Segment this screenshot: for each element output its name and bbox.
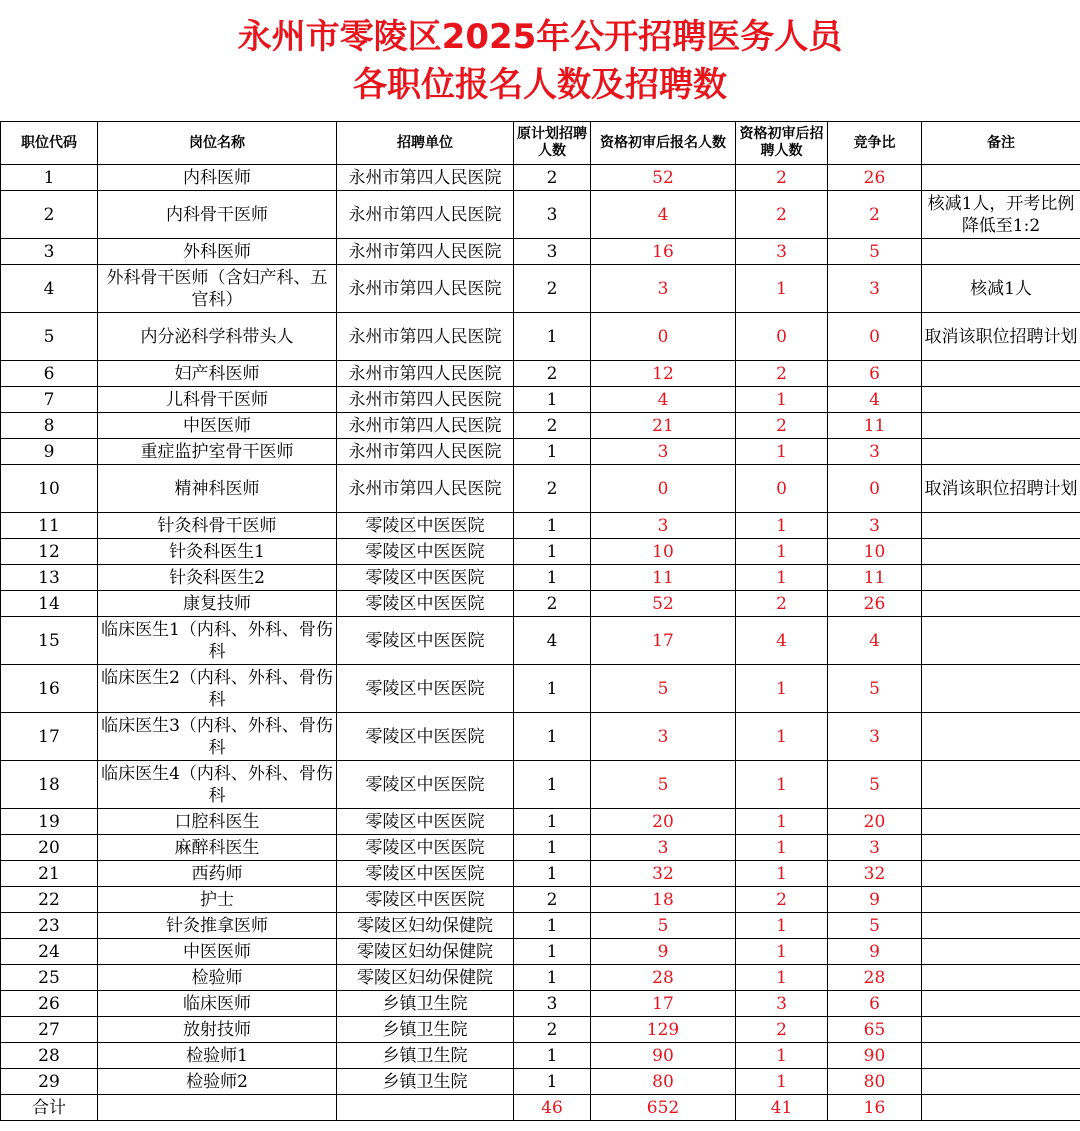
cell-remark <box>922 965 1080 991</box>
cell-plan: 1 <box>514 387 591 413</box>
cell-ratio: 26 <box>828 165 922 191</box>
cell-hires: 2 <box>736 165 828 191</box>
cell-post: 临床医生4（内科、外科、骨伤科 <box>98 761 337 809</box>
cell-ratio: 5 <box>828 239 922 265</box>
cell-remark <box>922 1069 1080 1095</box>
cell-hires: 2 <box>736 1017 828 1043</box>
cell-plan: 2 <box>514 465 591 513</box>
cell-ratio: 3 <box>828 439 922 465</box>
cell-remark <box>922 239 1080 265</box>
cell-remark <box>922 617 1080 665</box>
cell-unit: 永州市第四人民医院 <box>337 361 514 387</box>
cell-unit: 永州市第四人民医院 <box>337 265 514 313</box>
cell-ratio: 3 <box>828 835 922 861</box>
total-unit <box>337 1095 514 1121</box>
table-row <box>1 617 1080 665</box>
cell-ratio: 80 <box>828 1069 922 1095</box>
cell-post: 内科医师 <box>98 165 337 191</box>
cell-hires: 0 <box>736 313 828 361</box>
cell-post: 中医医师 <box>98 413 337 439</box>
cell-unit: 零陵区妇幼保健院 <box>337 939 514 965</box>
cell-remark: 取消该职位招聘计划 <box>922 465 1080 513</box>
cell-unit: 零陵区中医医院 <box>337 591 514 617</box>
header-row <box>1 122 1080 165</box>
cell-post: 临床医生2（内科、外科、骨伤科 <box>98 665 337 713</box>
cell-hires: 1 <box>736 265 828 313</box>
cell-unit: 永州市第四人民医院 <box>337 387 514 413</box>
cell-ratio: 32 <box>828 861 922 887</box>
cell-hires: 1 <box>736 713 828 761</box>
cell-unit: 永州市第四人民医院 <box>337 413 514 439</box>
header-code: 职位代码 <box>1 122 98 165</box>
cell-post: 临床医师 <box>98 991 337 1017</box>
cell-plan: 1 <box>514 761 591 809</box>
table-row <box>1 539 1080 565</box>
cell-plan: 1 <box>514 1069 591 1095</box>
cell-remark <box>922 835 1080 861</box>
cell-unit: 零陵区中医医院 <box>337 861 514 887</box>
cell-remark <box>922 887 1080 913</box>
cell-plan: 2 <box>514 887 591 913</box>
cell-code: 25 <box>1 965 98 991</box>
cell-hires: 2 <box>736 887 828 913</box>
cell-unit: 永州市第四人民医院 <box>337 191 514 239</box>
cell-applicants: 4 <box>591 191 736 239</box>
cell-remark <box>922 713 1080 761</box>
cell-applicants: 52 <box>591 165 736 191</box>
cell-code: 24 <box>1 939 98 965</box>
cell-plan: 1 <box>514 513 591 539</box>
cell-ratio: 90 <box>828 1043 922 1069</box>
cell-hires: 4 <box>736 617 828 665</box>
cell-plan: 1 <box>514 539 591 565</box>
cell-unit: 零陵区妇幼保健院 <box>337 913 514 939</box>
cell-applicants: 5 <box>591 761 736 809</box>
cell-remark <box>922 413 1080 439</box>
header-applicants: 资格初审后报名人数 <box>591 122 736 165</box>
table-row <box>1 1043 1080 1069</box>
table-row <box>1 1069 1080 1095</box>
cell-remark: 取消该职位招聘计划 <box>922 313 1080 361</box>
table-row <box>1 887 1080 913</box>
table-row <box>1 513 1080 539</box>
cell-post: 康复技师 <box>98 591 337 617</box>
cell-plan: 2 <box>514 591 591 617</box>
cell-applicants: 9 <box>591 939 736 965</box>
cell-plan: 1 <box>514 713 591 761</box>
table-row <box>1 713 1080 761</box>
cell-post: 检验师2 <box>98 1069 337 1095</box>
header-unit: 招聘单位 <box>337 122 514 165</box>
cell-applicants: 0 <box>591 465 736 513</box>
table-row <box>1 861 1080 887</box>
cell-hires: 1 <box>736 913 828 939</box>
cell-hires: 1 <box>736 1069 828 1095</box>
cell-post: 检验师 <box>98 965 337 991</box>
cell-applicants: 3 <box>591 835 736 861</box>
table-row <box>1 239 1080 265</box>
cell-unit: 乡镇卫生院 <box>337 1043 514 1069</box>
cell-plan: 3 <box>514 191 591 239</box>
cell-unit: 零陵区中医医院 <box>337 835 514 861</box>
cell-remark <box>922 913 1080 939</box>
cell-plan: 2 <box>514 1017 591 1043</box>
cell-post: 外科医师 <box>98 239 337 265</box>
cell-unit: 零陵区中医医院 <box>337 665 514 713</box>
cell-code: 10 <box>1 465 98 513</box>
cell-unit: 乡镇卫生院 <box>337 991 514 1017</box>
header-plan: 原计划招聘人数 <box>514 122 591 165</box>
cell-ratio: 26 <box>828 591 922 617</box>
recruitment-table <box>0 121 1080 1121</box>
cell-ratio: 10 <box>828 539 922 565</box>
cell-code: 1 <box>1 165 98 191</box>
table-row <box>1 413 1080 439</box>
cell-unit: 零陵区中医医院 <box>337 713 514 761</box>
cell-plan: 2 <box>514 165 591 191</box>
cell-hires: 1 <box>736 1043 828 1069</box>
cell-applicants: 80 <box>591 1069 736 1095</box>
cell-ratio: 11 <box>828 565 922 591</box>
title-line-2: 各职位报名人数及招聘数 <box>353 64 727 105</box>
table-row <box>1 591 1080 617</box>
title-area <box>0 0 1080 121</box>
cell-applicants: 21 <box>591 413 736 439</box>
cell-remark <box>922 165 1080 191</box>
cell-applicants: 18 <box>591 887 736 913</box>
title-line-1: 永州市零陵区2025年公开招聘医务人员 <box>237 16 843 57</box>
cell-code: 9 <box>1 439 98 465</box>
cell-applicants: 3 <box>591 265 736 313</box>
cell-unit: 零陵区中医医院 <box>337 565 514 591</box>
cell-remark <box>922 591 1080 617</box>
cell-ratio: 28 <box>828 965 922 991</box>
cell-code: 6 <box>1 361 98 387</box>
total-remark <box>922 1095 1080 1121</box>
cell-unit: 永州市第四人民医院 <box>337 465 514 513</box>
cell-post: 重症监护室骨干医师 <box>98 439 337 465</box>
cell-remark <box>922 991 1080 1017</box>
cell-hires: 2 <box>736 361 828 387</box>
cell-post: 放射技师 <box>98 1017 337 1043</box>
cell-remark <box>922 1017 1080 1043</box>
cell-hires: 1 <box>736 665 828 713</box>
table-row <box>1 191 1080 239</box>
cell-ratio: 9 <box>828 939 922 965</box>
cell-code: 11 <box>1 513 98 539</box>
cell-post: 内科骨干医师 <box>98 191 337 239</box>
cell-remark <box>922 761 1080 809</box>
cell-hires: 1 <box>736 387 828 413</box>
cell-hires: 1 <box>736 809 828 835</box>
cell-remark <box>922 809 1080 835</box>
cell-plan: 1 <box>514 913 591 939</box>
cell-hires: 1 <box>736 565 828 591</box>
cell-unit: 永州市第四人民医院 <box>337 239 514 265</box>
cell-unit: 零陵区中医医院 <box>337 809 514 835</box>
cell-remark: 核减1人 <box>922 265 1080 313</box>
cell-plan: 1 <box>514 665 591 713</box>
cell-applicants: 4 <box>591 387 736 413</box>
cell-hires: 1 <box>736 513 828 539</box>
cell-applicants: 10 <box>591 539 736 565</box>
cell-hires: 2 <box>736 413 828 439</box>
table-row <box>1 1017 1080 1043</box>
cell-hires: 1 <box>736 761 828 809</box>
cell-hires: 1 <box>736 861 828 887</box>
cell-code: 15 <box>1 617 98 665</box>
cell-ratio: 65 <box>828 1017 922 1043</box>
cell-remark <box>922 861 1080 887</box>
cell-applicants: 90 <box>591 1043 736 1069</box>
cell-applicants: 32 <box>591 861 736 887</box>
cell-code: 2 <box>1 191 98 239</box>
table-row <box>1 465 1080 513</box>
cell-plan: 1 <box>514 939 591 965</box>
cell-hires: 1 <box>736 835 828 861</box>
cell-ratio: 6 <box>828 361 922 387</box>
cell-code: 12 <box>1 539 98 565</box>
cell-unit: 永州市第四人民医院 <box>337 313 514 361</box>
cell-post: 临床医生1（内科、外科、骨伤科 <box>98 617 337 665</box>
table-row <box>1 565 1080 591</box>
cell-hires: 3 <box>736 239 828 265</box>
cell-plan: 1 <box>514 1043 591 1069</box>
cell-post: 口腔科医生 <box>98 809 337 835</box>
cell-hires: 2 <box>736 591 828 617</box>
table-row <box>1 939 1080 965</box>
cell-code: 18 <box>1 761 98 809</box>
cell-remark <box>922 665 1080 713</box>
cell-unit: 乡镇卫生院 <box>337 1017 514 1043</box>
cell-remark: 核减1人，开考比例降低至1:2 <box>922 191 1080 239</box>
cell-post: 针灸科骨干医师 <box>98 513 337 539</box>
cell-applicants: 17 <box>591 991 736 1017</box>
cell-ratio: 3 <box>828 513 922 539</box>
cell-ratio: 20 <box>828 809 922 835</box>
cell-applicants: 16 <box>591 239 736 265</box>
cell-code: 17 <box>1 713 98 761</box>
cell-hires: 2 <box>736 191 828 239</box>
cell-post: 西药师 <box>98 861 337 887</box>
cell-applicants: 17 <box>591 617 736 665</box>
cell-remark <box>922 387 1080 413</box>
cell-ratio: 0 <box>828 313 922 361</box>
table-row <box>1 761 1080 809</box>
total-label: 合计 <box>1 1095 98 1121</box>
cell-plan: 2 <box>514 413 591 439</box>
cell-code: 3 <box>1 239 98 265</box>
cell-code: 8 <box>1 413 98 439</box>
cell-remark <box>922 1043 1080 1069</box>
cell-remark <box>922 565 1080 591</box>
cell-plan: 4 <box>514 617 591 665</box>
cell-applicants: 3 <box>591 439 736 465</box>
cell-applicants: 12 <box>591 361 736 387</box>
cell-post: 针灸推拿医师 <box>98 913 337 939</box>
cell-unit: 零陵区中医医院 <box>337 887 514 913</box>
cell-ratio: 9 <box>828 887 922 913</box>
cell-plan: 3 <box>514 991 591 1017</box>
cell-unit: 零陵区中医医院 <box>337 761 514 809</box>
cell-post: 中医医师 <box>98 939 337 965</box>
cell-applicants: 28 <box>591 965 736 991</box>
cell-applicants: 5 <box>591 665 736 713</box>
cell-plan: 1 <box>514 313 591 361</box>
total-ratio: 16 <box>828 1095 922 1121</box>
cell-ratio: 11 <box>828 413 922 439</box>
header-post: 岗位名称 <box>98 122 337 165</box>
cell-code: 13 <box>1 565 98 591</box>
cell-hires: 1 <box>736 965 828 991</box>
table-row <box>1 913 1080 939</box>
cell-applicants: 20 <box>591 809 736 835</box>
cell-ratio: 6 <box>828 991 922 1017</box>
total-hires: 41 <box>736 1095 828 1121</box>
cell-code: 26 <box>1 991 98 1017</box>
cell-code: 4 <box>1 265 98 313</box>
cell-code: 16 <box>1 665 98 713</box>
cell-hires: 0 <box>736 465 828 513</box>
cell-post: 临床医生3（内科、外科、骨伤科 <box>98 713 337 761</box>
cell-code: 21 <box>1 861 98 887</box>
cell-plan: 1 <box>514 809 591 835</box>
cell-applicants: 0 <box>591 313 736 361</box>
cell-code: 7 <box>1 387 98 413</box>
header-hires: 资格初审后招聘人数 <box>736 122 828 165</box>
cell-code: 23 <box>1 913 98 939</box>
table-row <box>1 991 1080 1017</box>
header-remark: 备注 <box>922 122 1080 165</box>
table-row <box>1 387 1080 413</box>
cell-unit: 永州市第四人民医院 <box>337 439 514 465</box>
cell-applicants: 3 <box>591 513 736 539</box>
cell-code: 19 <box>1 809 98 835</box>
table-row <box>1 835 1080 861</box>
cell-ratio: 4 <box>828 617 922 665</box>
table-row <box>1 665 1080 713</box>
cell-post: 儿科骨干医师 <box>98 387 337 413</box>
cell-unit: 零陵区中医医院 <box>337 617 514 665</box>
cell-post: 精神科医师 <box>98 465 337 513</box>
cell-hires: 1 <box>736 939 828 965</box>
cell-remark <box>922 439 1080 465</box>
table-row <box>1 809 1080 835</box>
cell-applicants: 11 <box>591 565 736 591</box>
cell-code: 22 <box>1 887 98 913</box>
table-row <box>1 313 1080 361</box>
cell-ratio: 4 <box>828 387 922 413</box>
cell-post: 妇产科医师 <box>98 361 337 387</box>
cell-post: 检验师1 <box>98 1043 337 1069</box>
table-row <box>1 361 1080 387</box>
cell-post: 针灸科医生1 <box>98 539 337 565</box>
cell-code: 14 <box>1 591 98 617</box>
cell-code: 28 <box>1 1043 98 1069</box>
cell-ratio: 5 <box>828 913 922 939</box>
cell-plan: 3 <box>514 239 591 265</box>
cell-ratio: 0 <box>828 465 922 513</box>
cell-code: 27 <box>1 1017 98 1043</box>
cell-plan: 2 <box>514 361 591 387</box>
cell-post: 针灸科医生2 <box>98 565 337 591</box>
cell-applicants: 3 <box>591 713 736 761</box>
total-post <box>98 1095 337 1121</box>
cell-ratio: 3 <box>828 265 922 313</box>
cell-applicants: 52 <box>591 591 736 617</box>
cell-unit: 永州市第四人民医院 <box>337 165 514 191</box>
cell-hires: 1 <box>736 539 828 565</box>
total-applicants: 652 <box>591 1095 736 1121</box>
cell-post: 外科骨干医师（含妇产科、五官科） <box>98 265 337 313</box>
cell-unit: 乡镇卫生院 <box>337 1069 514 1095</box>
total-plan: 46 <box>514 1095 591 1121</box>
cell-plan: 1 <box>514 565 591 591</box>
cell-ratio: 2 <box>828 191 922 239</box>
cell-plan: 2 <box>514 265 591 313</box>
cell-remark <box>922 539 1080 565</box>
table-row <box>1 165 1080 191</box>
cell-unit: 零陵区妇幼保健院 <box>337 965 514 991</box>
cell-post: 麻醉科医生 <box>98 835 337 861</box>
cell-applicants: 5 <box>591 913 736 939</box>
cell-post: 内分泌科学科带头人 <box>98 313 337 361</box>
cell-ratio: 5 <box>828 665 922 713</box>
cell-remark <box>922 513 1080 539</box>
table-row <box>1 965 1080 991</box>
cell-remark <box>922 939 1080 965</box>
cell-plan: 1 <box>514 965 591 991</box>
cell-plan: 1 <box>514 835 591 861</box>
cell-ratio: 3 <box>828 713 922 761</box>
cell-ratio: 5 <box>828 761 922 809</box>
cell-applicants: 129 <box>591 1017 736 1043</box>
cell-remark <box>922 361 1080 387</box>
cell-unit: 零陵区中医医院 <box>337 539 514 565</box>
table-row <box>1 439 1080 465</box>
cell-hires: 3 <box>736 991 828 1017</box>
total-row <box>1 1095 1080 1121</box>
cell-plan: 1 <box>514 439 591 465</box>
cell-code: 20 <box>1 835 98 861</box>
cell-code: 29 <box>1 1069 98 1095</box>
cell-unit: 零陵区中医医院 <box>337 513 514 539</box>
cell-code: 5 <box>1 313 98 361</box>
cell-hires: 1 <box>736 439 828 465</box>
header-ratio: 竞争比 <box>828 122 922 165</box>
table-row <box>1 265 1080 313</box>
cell-plan: 1 <box>514 861 591 887</box>
cell-post: 护士 <box>98 887 337 913</box>
